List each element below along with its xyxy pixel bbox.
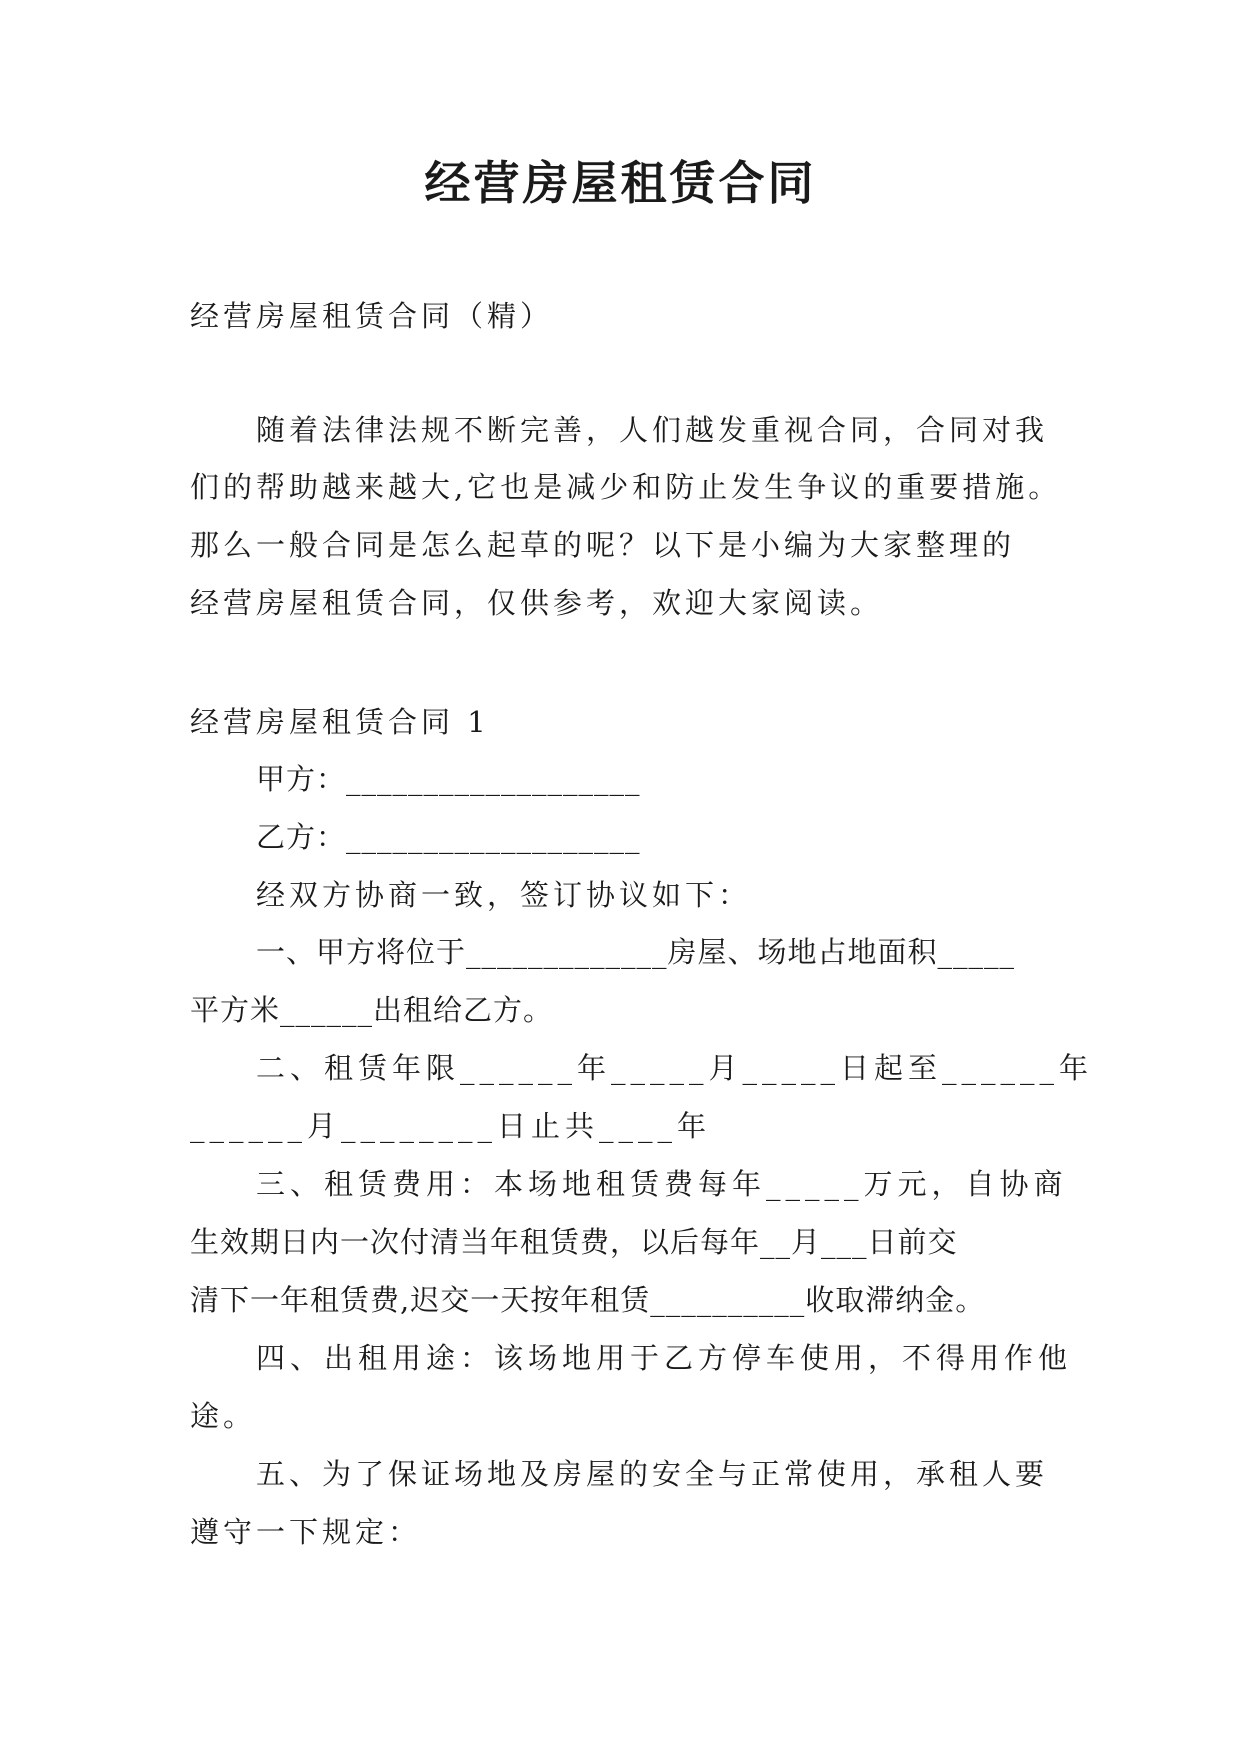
clause-1-line-1: 一、甲方将位于_____________房屋、场地占地面积_____: [256, 935, 1016, 969]
intro-line-2: 们的帮助越来越大,它也是减少和防止发生争议的重要措施。: [190, 470, 1062, 504]
agreement-intro: 经双方协商一致，签订协议如下：: [256, 878, 752, 912]
clause-3-line-1: 三、租赁费用：本场地租赁费每年_____万元，自协商: [256, 1167, 1068, 1201]
document-subtitle: 经营房屋租赁合同（精）: [190, 299, 554, 333]
clause-5-line-2: 遵守一下规定：: [190, 1515, 422, 1549]
clause-4-line-1: 四、出租用途：该场地用于乙方停车使用，不得用作他: [256, 1341, 1073, 1375]
clause-1-line-2: 平方米______出租给乙方。: [190, 993, 554, 1027]
intro-line-1: 随着法律法规不断完善，人们越发重视合同，合同对我: [256, 413, 1049, 447]
party-b-line: 乙方：___________________: [256, 820, 641, 854]
clause-5-line-1: 五、为了保证场地及房屋的安全与正常使用，承租人要: [256, 1457, 1049, 1491]
intro-line-4: 经营房屋租赁合同，仅供参考，欢迎大家阅读。: [190, 586, 884, 620]
clause-2-line-2: ______月________日止共____年: [190, 1109, 712, 1143]
intro-line-3: 那么一般合同是怎么起草的呢？以下是小编为大家整理的: [190, 528, 1016, 562]
clause-3-line-3: 清下一年租赁费,迟交一天按年租赁__________收取滞纳金。: [190, 1283, 986, 1317]
party-a-line: 甲方：___________________: [256, 762, 641, 796]
clause-2-line-1: 二、租赁年限______年_____月_____日起至______年: [256, 1051, 1094, 1085]
clause-4-line-2: 途。: [190, 1399, 257, 1433]
section-heading: 经营房屋租赁合同 1: [190, 705, 490, 739]
clause-3-line-2: 生效期日内一次付清当年租赁费，以后每年__月___日前交: [190, 1225, 958, 1259]
document-title: 经营房屋租赁合同: [424, 156, 817, 210]
